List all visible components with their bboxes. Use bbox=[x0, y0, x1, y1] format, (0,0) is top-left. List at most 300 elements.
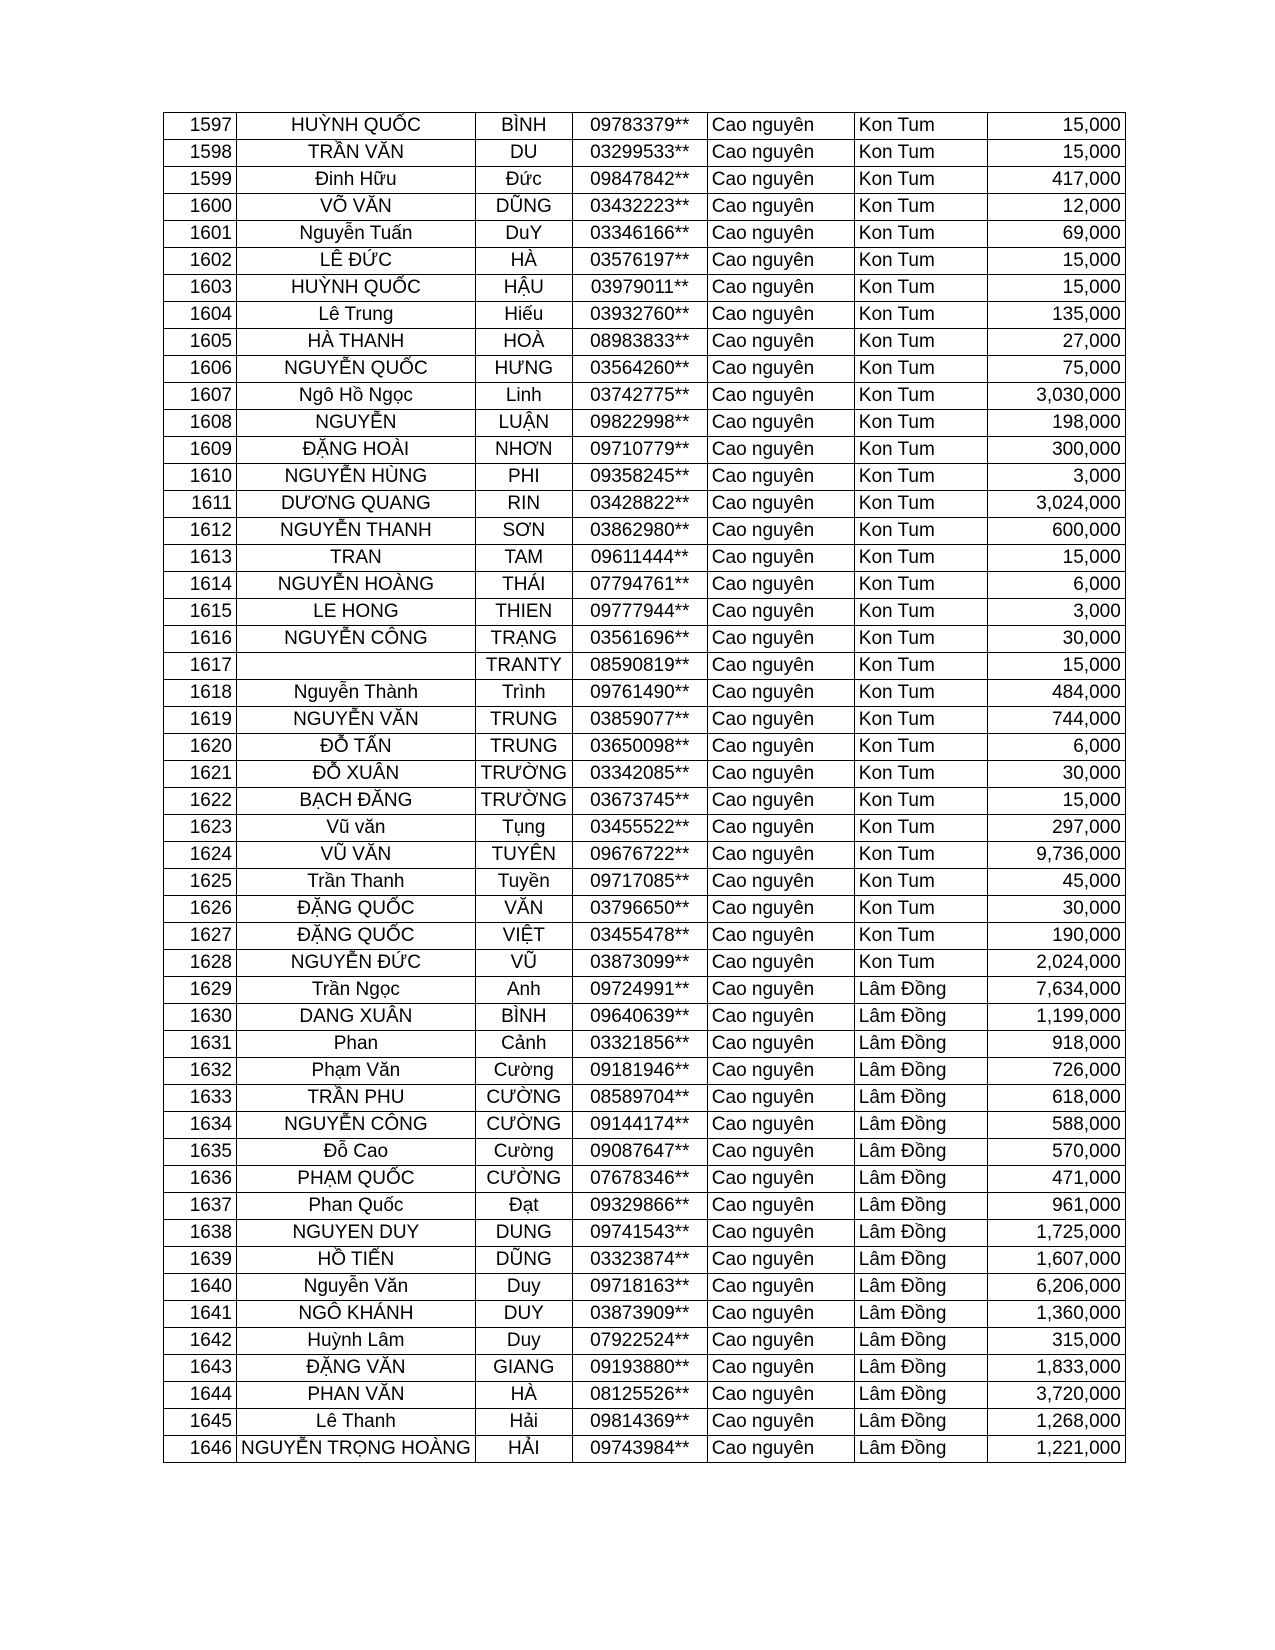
amount-cell: 12,000 bbox=[987, 194, 1125, 221]
region-cell: Cao nguyên bbox=[707, 221, 854, 248]
given-name-cell: HẬU bbox=[475, 275, 572, 302]
row-number-cell: 1622 bbox=[164, 788, 237, 815]
row-number-cell: 1644 bbox=[164, 1382, 237, 1409]
given-name-cell: TAM bbox=[475, 545, 572, 572]
province-cell: Kon Tum bbox=[854, 815, 987, 842]
amount-cell: 570,000 bbox=[987, 1139, 1125, 1166]
province-cell: Kon Tum bbox=[854, 869, 987, 896]
given-name-cell: LUẬN bbox=[475, 410, 572, 437]
row-number-cell: 1605 bbox=[164, 329, 237, 356]
amount-cell: 15,000 bbox=[987, 545, 1125, 572]
amount-cell: 190,000 bbox=[987, 923, 1125, 950]
region-cell: Cao nguyên bbox=[707, 248, 854, 275]
row-number-cell: 1636 bbox=[164, 1166, 237, 1193]
amount-cell: 15,000 bbox=[987, 788, 1125, 815]
phone-cell: 08983833** bbox=[572, 329, 707, 356]
given-name-cell: PHI bbox=[475, 464, 572, 491]
surname-cell: HÀ THANH bbox=[237, 329, 476, 356]
province-cell: Kon Tum bbox=[854, 221, 987, 248]
row-number-cell: 1642 bbox=[164, 1328, 237, 1355]
province-cell: Lâm Đồng bbox=[854, 1409, 987, 1436]
row-number-cell: 1616 bbox=[164, 626, 237, 653]
row-number-cell: 1602 bbox=[164, 248, 237, 275]
surname-cell: TRAN bbox=[237, 545, 476, 572]
row-number-cell: 1626 bbox=[164, 896, 237, 923]
amount-cell: 1,607,000 bbox=[987, 1247, 1125, 1274]
table-row bbox=[164, 680, 1126, 707]
table-row bbox=[164, 1085, 1126, 1112]
province-cell: Kon Tum bbox=[854, 896, 987, 923]
row-number-cell: 1603 bbox=[164, 275, 237, 302]
surname-cell: Trần Ngọc bbox=[237, 977, 476, 1004]
row-number-cell: 1600 bbox=[164, 194, 237, 221]
surname-cell: NGUYỄN CÔNG bbox=[237, 626, 476, 653]
surname-cell: DANG XUÂN bbox=[237, 1004, 476, 1031]
given-name-cell: Anh bbox=[475, 977, 572, 1004]
phone-cell: 09847842** bbox=[572, 167, 707, 194]
province-cell: Lâm Đồng bbox=[854, 1004, 987, 1031]
row-number-cell: 1606 bbox=[164, 356, 237, 383]
amount-cell: 69,000 bbox=[987, 221, 1125, 248]
region-cell: Cao nguyên bbox=[707, 302, 854, 329]
amount-cell: 484,000 bbox=[987, 680, 1125, 707]
amount-cell: 726,000 bbox=[987, 1058, 1125, 1085]
phone-cell: 03862980** bbox=[572, 518, 707, 545]
province-cell: Kon Tum bbox=[854, 923, 987, 950]
province-cell: Lâm Đồng bbox=[854, 1382, 987, 1409]
province-cell: Kon Tum bbox=[854, 302, 987, 329]
surname-cell: NGUYỄN ĐỨC bbox=[237, 950, 476, 977]
table-row bbox=[164, 1220, 1126, 1247]
given-name-cell: Duy bbox=[475, 1274, 572, 1301]
table-row bbox=[164, 221, 1126, 248]
region-cell: Cao nguyên bbox=[707, 1031, 854, 1058]
table-row bbox=[164, 1409, 1126, 1436]
given-name-cell: VŨ bbox=[475, 950, 572, 977]
phone-cell: 09741543** bbox=[572, 1220, 707, 1247]
province-cell: Lâm Đồng bbox=[854, 1139, 987, 1166]
region-cell: Cao nguyên bbox=[707, 950, 854, 977]
row-number-cell: 1641 bbox=[164, 1301, 237, 1328]
amount-cell: 961,000 bbox=[987, 1193, 1125, 1220]
surname-cell: NGUYỄN bbox=[237, 410, 476, 437]
region-cell: Cao nguyên bbox=[707, 815, 854, 842]
phone-cell: 09329866** bbox=[572, 1193, 707, 1220]
region-cell: Cao nguyên bbox=[707, 1139, 854, 1166]
province-cell: Kon Tum bbox=[854, 599, 987, 626]
given-name-cell: Đức bbox=[475, 167, 572, 194]
phone-cell: 03299533** bbox=[572, 140, 707, 167]
table-row bbox=[164, 1058, 1126, 1085]
province-cell: Lâm Đồng bbox=[854, 1355, 987, 1382]
table-row bbox=[164, 1166, 1126, 1193]
amount-cell: 3,000 bbox=[987, 464, 1125, 491]
region-cell: Cao nguyên bbox=[707, 1355, 854, 1382]
region-cell: Cao nguyên bbox=[707, 1274, 854, 1301]
table-row bbox=[164, 356, 1126, 383]
given-name-cell: DUNG bbox=[475, 1220, 572, 1247]
table-row bbox=[164, 1355, 1126, 1382]
given-name-cell: TRƯỜNG bbox=[475, 788, 572, 815]
amount-cell: 3,000 bbox=[987, 599, 1125, 626]
phone-cell: 07794761** bbox=[572, 572, 707, 599]
region-cell: Cao nguyên bbox=[707, 167, 854, 194]
province-cell: Kon Tum bbox=[854, 140, 987, 167]
region-cell: Cao nguyên bbox=[707, 1058, 854, 1085]
row-number-cell: 1631 bbox=[164, 1031, 237, 1058]
given-name-cell: Duy bbox=[475, 1328, 572, 1355]
amount-cell: 2,024,000 bbox=[987, 950, 1125, 977]
phone-cell: 09193880** bbox=[572, 1355, 707, 1382]
row-number-cell: 1635 bbox=[164, 1139, 237, 1166]
province-cell: Lâm Đồng bbox=[854, 1085, 987, 1112]
province-cell: Kon Tum bbox=[854, 653, 987, 680]
province-cell: Kon Tum bbox=[854, 383, 987, 410]
surname-cell: Nguyễn Tuấn bbox=[237, 221, 476, 248]
province-cell: Kon Tum bbox=[854, 761, 987, 788]
amount-cell: 918,000 bbox=[987, 1031, 1125, 1058]
table-row bbox=[164, 950, 1126, 977]
table-row bbox=[164, 464, 1126, 491]
given-name-cell: SƠN bbox=[475, 518, 572, 545]
given-name-cell: TRANTY bbox=[475, 653, 572, 680]
row-number-cell: 1608 bbox=[164, 410, 237, 437]
row-number-cell: 1617 bbox=[164, 653, 237, 680]
phone-cell: 09718163** bbox=[572, 1274, 707, 1301]
table-row bbox=[164, 869, 1126, 896]
amount-cell: 300,000 bbox=[987, 437, 1125, 464]
region-cell: Cao nguyên bbox=[707, 140, 854, 167]
row-number-cell: 1618 bbox=[164, 680, 237, 707]
phone-cell: 03979011** bbox=[572, 275, 707, 302]
phone-cell: 03873909** bbox=[572, 1301, 707, 1328]
phone-cell: 03561696** bbox=[572, 626, 707, 653]
surname-cell: NGUYỄN QUỐC bbox=[237, 356, 476, 383]
amount-cell: 588,000 bbox=[987, 1112, 1125, 1139]
given-name-cell: TRUNG bbox=[475, 734, 572, 761]
amount-cell: 1,268,000 bbox=[987, 1409, 1125, 1436]
region-cell: Cao nguyên bbox=[707, 1301, 854, 1328]
province-cell: Kon Tum bbox=[854, 410, 987, 437]
given-name-cell: DU bbox=[475, 140, 572, 167]
phone-cell: 03650098** bbox=[572, 734, 707, 761]
table-row bbox=[164, 1328, 1126, 1355]
surname-cell: NGÔ KHÁNH bbox=[237, 1301, 476, 1328]
region-cell: Cao nguyên bbox=[707, 491, 854, 518]
province-cell: Kon Tum bbox=[854, 572, 987, 599]
surname-cell: Phan Quốc bbox=[237, 1193, 476, 1220]
given-name-cell: Tụng bbox=[475, 815, 572, 842]
row-number-cell: 1634 bbox=[164, 1112, 237, 1139]
surname-cell: ĐỖ TẤN bbox=[237, 734, 476, 761]
given-name-cell: Tuyền bbox=[475, 869, 572, 896]
region-cell: Cao nguyên bbox=[707, 1004, 854, 1031]
region-cell: Cao nguyên bbox=[707, 113, 854, 140]
row-number-cell: 1628 bbox=[164, 950, 237, 977]
table-body bbox=[164, 113, 1126, 1463]
surname-cell: Huỳnh Lâm bbox=[237, 1328, 476, 1355]
amount-cell: 135,000 bbox=[987, 302, 1125, 329]
row-number-cell: 1639 bbox=[164, 1247, 237, 1274]
row-number-cell: 1630 bbox=[164, 1004, 237, 1031]
table-row bbox=[164, 977, 1126, 1004]
phone-cell: 07678346** bbox=[572, 1166, 707, 1193]
given-name-cell: TRẠNG bbox=[475, 626, 572, 653]
amount-cell: 30,000 bbox=[987, 626, 1125, 653]
province-cell: Lâm Đồng bbox=[854, 1436, 987, 1463]
row-number-cell: 1627 bbox=[164, 923, 237, 950]
given-name-cell: TUYÊN bbox=[475, 842, 572, 869]
table-row bbox=[164, 815, 1126, 842]
row-number-cell: 1597 bbox=[164, 113, 237, 140]
amount-cell: 30,000 bbox=[987, 896, 1125, 923]
phone-cell: 09777944** bbox=[572, 599, 707, 626]
surname-cell: PHẠM QUỐC bbox=[237, 1166, 476, 1193]
amount-cell: 3,030,000 bbox=[987, 383, 1125, 410]
row-number-cell: 1632 bbox=[164, 1058, 237, 1085]
table-row bbox=[164, 491, 1126, 518]
phone-cell: 03673745** bbox=[572, 788, 707, 815]
given-name-cell: CƯỜNG bbox=[475, 1112, 572, 1139]
phone-cell: 03323874** bbox=[572, 1247, 707, 1274]
phone-cell: 03932760** bbox=[572, 302, 707, 329]
given-name-cell: Đạt bbox=[475, 1193, 572, 1220]
phone-cell: 08589704** bbox=[572, 1085, 707, 1112]
province-cell: Kon Tum bbox=[854, 518, 987, 545]
given-name-cell: GIANG bbox=[475, 1355, 572, 1382]
surname-cell: Lê Thanh bbox=[237, 1409, 476, 1436]
surname-cell: TRẦN VĂN bbox=[237, 140, 476, 167]
surname-cell: NGUYEN DUY bbox=[237, 1220, 476, 1247]
row-number-cell: 1645 bbox=[164, 1409, 237, 1436]
given-name-cell: Hải bbox=[475, 1409, 572, 1436]
table-row bbox=[164, 761, 1126, 788]
province-cell: Kon Tum bbox=[854, 194, 987, 221]
region-cell: Cao nguyên bbox=[707, 599, 854, 626]
row-number-cell: 1610 bbox=[164, 464, 237, 491]
row-number-cell: 1609 bbox=[164, 437, 237, 464]
row-number-cell: 1612 bbox=[164, 518, 237, 545]
amount-cell: 15,000 bbox=[987, 248, 1125, 275]
given-name-cell: HOÀ bbox=[475, 329, 572, 356]
region-cell: Cao nguyên bbox=[707, 194, 854, 221]
phone-cell: 08125526** bbox=[572, 1382, 707, 1409]
table-row bbox=[164, 410, 1126, 437]
table-row bbox=[164, 1193, 1126, 1220]
region-cell: Cao nguyên bbox=[707, 626, 854, 653]
table-row bbox=[164, 1274, 1126, 1301]
province-cell: Lâm Đồng bbox=[854, 1031, 987, 1058]
amount-cell: 417,000 bbox=[987, 167, 1125, 194]
given-name-cell: CƯỜNG bbox=[475, 1166, 572, 1193]
surname-cell: BẠCH ĐĂNG bbox=[237, 788, 476, 815]
region-cell: Cao nguyên bbox=[707, 356, 854, 383]
row-number-cell: 1615 bbox=[164, 599, 237, 626]
given-name-cell: Linh bbox=[475, 383, 572, 410]
surname-cell: NGUYỄN TRỌNG HOÀNG bbox=[237, 1436, 476, 1463]
surname-cell: Nguyễn Thành bbox=[237, 680, 476, 707]
amount-cell: 27,000 bbox=[987, 329, 1125, 356]
region-cell: Cao nguyên bbox=[707, 707, 854, 734]
phone-cell: 09822998** bbox=[572, 410, 707, 437]
surname-cell: Ngô Hồ Ngọc bbox=[237, 383, 476, 410]
province-cell: Kon Tum bbox=[854, 842, 987, 869]
province-cell: Kon Tum bbox=[854, 950, 987, 977]
given-name-cell: HÀ bbox=[475, 1382, 572, 1409]
surname-cell: Phan bbox=[237, 1031, 476, 1058]
amount-cell: 15,000 bbox=[987, 113, 1125, 140]
table-row bbox=[164, 1031, 1126, 1058]
phone-cell: 07922524** bbox=[572, 1328, 707, 1355]
table-row bbox=[164, 842, 1126, 869]
region-cell: Cao nguyên bbox=[707, 653, 854, 680]
amount-cell: 45,000 bbox=[987, 869, 1125, 896]
surname-cell: ĐẶNG QUỐC bbox=[237, 896, 476, 923]
region-cell: Cao nguyên bbox=[707, 869, 854, 896]
province-cell: Kon Tum bbox=[854, 734, 987, 761]
phone-cell: 03346166** bbox=[572, 221, 707, 248]
region-cell: Cao nguyên bbox=[707, 1382, 854, 1409]
province-cell: Lâm Đồng bbox=[854, 1112, 987, 1139]
surname-cell: ĐẶNG QUỐC bbox=[237, 923, 476, 950]
province-cell: Lâm Đồng bbox=[854, 1166, 987, 1193]
table-row bbox=[164, 1382, 1126, 1409]
province-cell: Lâm Đồng bbox=[854, 1274, 987, 1301]
amount-cell: 1,725,000 bbox=[987, 1220, 1125, 1247]
region-cell: Cao nguyên bbox=[707, 545, 854, 572]
row-number-cell: 1633 bbox=[164, 1085, 237, 1112]
row-number-cell: 1619 bbox=[164, 707, 237, 734]
given-name-cell: BÌNH bbox=[475, 113, 572, 140]
surname-cell: VŨ VĂN bbox=[237, 842, 476, 869]
region-cell: Cao nguyên bbox=[707, 329, 854, 356]
surname-cell: NGUYỄN VĂN bbox=[237, 707, 476, 734]
region-cell: Cao nguyên bbox=[707, 572, 854, 599]
amount-cell: 297,000 bbox=[987, 815, 1125, 842]
amount-cell: 315,000 bbox=[987, 1328, 1125, 1355]
table-row bbox=[164, 572, 1126, 599]
region-cell: Cao nguyên bbox=[707, 923, 854, 950]
region-cell: Cao nguyên bbox=[707, 1436, 854, 1463]
surname-cell: ĐẶNG VĂN bbox=[237, 1355, 476, 1382]
province-cell: Kon Tum bbox=[854, 788, 987, 815]
phone-cell: 03742775** bbox=[572, 383, 707, 410]
region-cell: Cao nguyên bbox=[707, 977, 854, 1004]
surname-cell: Đinh Hữu bbox=[237, 167, 476, 194]
surname-cell: DƯƠNG QUANG bbox=[237, 491, 476, 518]
given-name-cell: BÌNH bbox=[475, 1004, 572, 1031]
row-number-cell: 1611 bbox=[164, 491, 237, 518]
region-cell: Cao nguyên bbox=[707, 275, 854, 302]
surname-cell bbox=[237, 653, 476, 680]
region-cell: Cao nguyên bbox=[707, 1166, 854, 1193]
province-cell: Kon Tum bbox=[854, 626, 987, 653]
table-row bbox=[164, 1112, 1126, 1139]
row-number-cell: 1629 bbox=[164, 977, 237, 1004]
region-cell: Cao nguyên bbox=[707, 680, 854, 707]
table-row bbox=[164, 896, 1126, 923]
province-cell: Lâm Đồng bbox=[854, 1058, 987, 1085]
phone-cell: 09087647** bbox=[572, 1139, 707, 1166]
table-row bbox=[164, 518, 1126, 545]
phone-cell: 09358245** bbox=[572, 464, 707, 491]
table-row bbox=[164, 1436, 1126, 1463]
surname-cell: LE HONG bbox=[237, 599, 476, 626]
phone-cell: 03455478** bbox=[572, 923, 707, 950]
phone-cell: 03873099** bbox=[572, 950, 707, 977]
surname-cell: NGUYỄN HÙNG bbox=[237, 464, 476, 491]
phone-cell: 03321856** bbox=[572, 1031, 707, 1058]
surname-cell: Phạm Văn bbox=[237, 1058, 476, 1085]
table-row bbox=[164, 1004, 1126, 1031]
surname-cell: VÕ VĂN bbox=[237, 194, 476, 221]
amount-cell: 3,024,000 bbox=[987, 491, 1125, 518]
table-row bbox=[164, 653, 1126, 680]
table-row bbox=[164, 599, 1126, 626]
row-number-cell: 1624 bbox=[164, 842, 237, 869]
row-number-cell: 1637 bbox=[164, 1193, 237, 1220]
amount-cell: 471,000 bbox=[987, 1166, 1125, 1193]
given-name-cell: VĂN bbox=[475, 896, 572, 923]
given-name-cell: TRƯỜNG bbox=[475, 761, 572, 788]
region-cell: Cao nguyên bbox=[707, 842, 854, 869]
region-cell: Cao nguyên bbox=[707, 734, 854, 761]
given-name-cell: DŨNG bbox=[475, 1247, 572, 1274]
phone-cell: 09640639** bbox=[572, 1004, 707, 1031]
phone-cell: 03859077** bbox=[572, 707, 707, 734]
surname-cell: Vũ văn bbox=[237, 815, 476, 842]
region-cell: Cao nguyên bbox=[707, 1220, 854, 1247]
amount-cell: 15,000 bbox=[987, 140, 1125, 167]
surname-cell: Nguyễn Văn bbox=[237, 1274, 476, 1301]
region-cell: Cao nguyên bbox=[707, 518, 854, 545]
amount-cell: 3,720,000 bbox=[987, 1382, 1125, 1409]
table-row bbox=[164, 113, 1126, 140]
phone-cell: 09717085** bbox=[572, 869, 707, 896]
phone-cell: 03432223** bbox=[572, 194, 707, 221]
row-number-cell: 1623 bbox=[164, 815, 237, 842]
surname-cell: Lê Trung bbox=[237, 302, 476, 329]
amount-cell: 1,221,000 bbox=[987, 1436, 1125, 1463]
table-row bbox=[164, 707, 1126, 734]
amount-cell: 15,000 bbox=[987, 653, 1125, 680]
region-cell: Cao nguyên bbox=[707, 464, 854, 491]
table-row bbox=[164, 437, 1126, 464]
phone-cell: 09814369** bbox=[572, 1409, 707, 1436]
row-number-cell: 1614 bbox=[164, 572, 237, 599]
given-name-cell: Hiếu bbox=[475, 302, 572, 329]
row-number-cell: 1638 bbox=[164, 1220, 237, 1247]
amount-cell: 1,360,000 bbox=[987, 1301, 1125, 1328]
region-cell: Cao nguyên bbox=[707, 383, 854, 410]
row-number-cell: 1620 bbox=[164, 734, 237, 761]
given-name-cell: DuY bbox=[475, 221, 572, 248]
row-number-cell: 1604 bbox=[164, 302, 237, 329]
row-number-cell: 1646 bbox=[164, 1436, 237, 1463]
table-row bbox=[164, 194, 1126, 221]
table-row bbox=[164, 626, 1126, 653]
table-row bbox=[164, 329, 1126, 356]
phone-cell: 09676722** bbox=[572, 842, 707, 869]
surname-cell: Đỗ Cao bbox=[237, 1139, 476, 1166]
data-table bbox=[163, 112, 1126, 1463]
table-row bbox=[164, 383, 1126, 410]
given-name-cell: THIEN bbox=[475, 599, 572, 626]
amount-cell: 75,000 bbox=[987, 356, 1125, 383]
phone-cell: 03796650** bbox=[572, 896, 707, 923]
given-name-cell: Cảnh bbox=[475, 1031, 572, 1058]
phone-cell: 09144174** bbox=[572, 1112, 707, 1139]
